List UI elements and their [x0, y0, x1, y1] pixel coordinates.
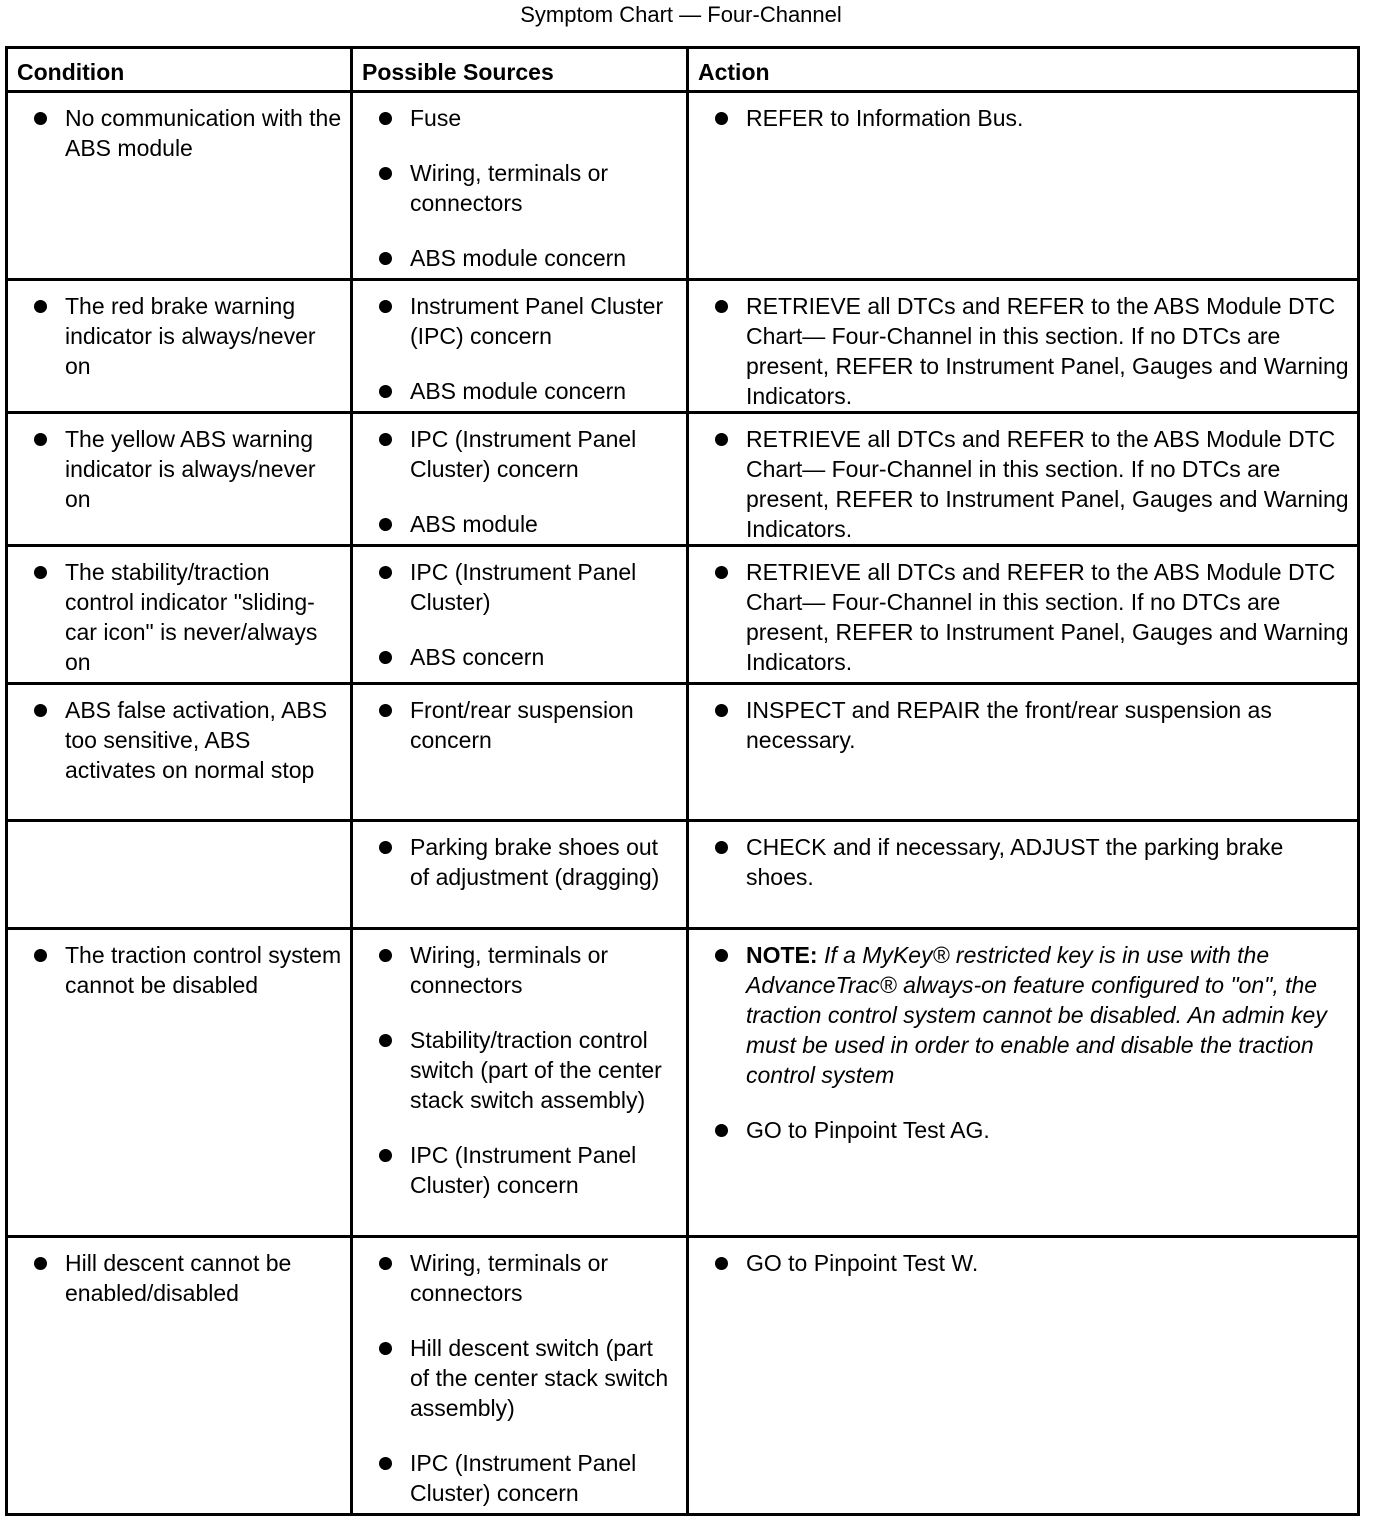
table-row [7, 280, 1359, 413]
sources-cell [352, 280, 688, 413]
sources-cell [352, 821, 688, 929]
action-item: REFER to Information Bus. [689, 103, 1357, 133]
condition-text: ABS false activation, ABS too sensitive, ABS activates on normal stop [8, 695, 350, 785]
action-item: GO to Pinpoint Test W. [689, 1248, 1357, 1278]
source-item: IPC (Instrument Panel Cluster) concern [353, 1140, 686, 1200]
condition-cell [7, 280, 352, 413]
source-item: ABS module [353, 509, 686, 539]
action-item: RETRIEVE all DTCs and REFER to the ABS Module DTC Chart— Four-Channel in this section. If no DTCs are present, REFER to Instrument Panel, Gauges and Warning Indicators. [689, 291, 1357, 411]
header-condition: Condition [7, 48, 352, 92]
source-item: Hill descent switch (part of the center stack switch assembly) [353, 1333, 686, 1423]
source-item: Wiring, terminals or connectors [353, 940, 686, 1000]
condition-text: The stability/traction control indicator "sliding-car icon" is never/always on [8, 557, 350, 677]
action-cell [688, 1237, 1359, 1515]
header-row [7, 48, 1359, 92]
action-cell [688, 929, 1359, 1237]
condition-text: The yellow ABS warning indicator is always/never on [8, 424, 350, 514]
condition-cell [7, 413, 352, 546]
source-item: Front/rear suspension concern [353, 695, 686, 755]
sources-cell [352, 929, 688, 1237]
source-item: Parking brake shoes out of adjustment (dragging) [353, 832, 686, 892]
source-item: Stability/traction control switch (part of the center stack switch assembly) [353, 1025, 686, 1115]
action-item: GO to Pinpoint Test AG. [689, 1115, 1357, 1145]
condition-cell [7, 1237, 352, 1515]
sources-cell [352, 1237, 688, 1515]
source-item: IPC (Instrument Panel Cluster) [353, 557, 686, 617]
table-row [7, 413, 1359, 546]
action-item: RETRIEVE all DTCs and REFER to the ABS Module DTC Chart— Four-Channel in this section. If no DTCs are present, REFER to Instrument Panel, Gauges and Warning Indicators. [689, 557, 1357, 677]
condition-text: Hill descent cannot be enabled/disabled [8, 1248, 350, 1308]
action-item: CHECK and if necessary, ADJUST the parking brake shoes. [689, 832, 1357, 892]
sources-cell [352, 684, 688, 821]
source-item: IPC (Instrument Panel Cluster) concern [353, 424, 686, 484]
source-item: IPC (Instrument Panel Cluster) concern [353, 1448, 686, 1508]
condition-cell [7, 92, 352, 280]
action-cell [688, 92, 1359, 280]
table-row [7, 92, 1359, 280]
table-row [7, 1237, 1359, 1515]
symptom-table [5, 46, 1360, 1516]
sources-cell [352, 413, 688, 546]
source-item: ABS module concern [353, 243, 686, 273]
condition-cell [7, 929, 352, 1237]
source-item: Instrument Panel Cluster (IPC) concern [353, 291, 686, 351]
source-item: ABS module concern [353, 376, 686, 406]
sources-cell [352, 546, 688, 684]
condition-cell [7, 546, 352, 684]
page-title: Symptom Chart — Four-Channel [520, 2, 842, 27]
condition-text: The red brake warning indicator is always/never on [8, 291, 350, 381]
action-cell [688, 684, 1359, 821]
action-cell [688, 821, 1359, 929]
action-cell [688, 280, 1359, 413]
table-row [7, 929, 1359, 1237]
header-action: Action [688, 48, 1359, 92]
header-sources: Possible Sources [352, 48, 688, 92]
table-row [7, 684, 1359, 821]
condition-text: The traction control system cannot be disabled [8, 940, 350, 1000]
condition-cell-empty [7, 821, 352, 929]
action-cell [688, 546, 1359, 684]
note-item [689, 940, 1357, 1090]
source-item: ABS concern [353, 642, 686, 672]
condition-cell [7, 684, 352, 821]
action-item: RETRIEVE all DTCs and REFER to the ABS Module DTC Chart— Four-Channel in this section. If no DTCs are present, REFER to Instrument Panel, Gauges and Warning Indicators. [689, 424, 1357, 544]
table-row [7, 821, 1359, 929]
sources-cell [352, 92, 688, 280]
action-cell [688, 413, 1359, 546]
source-item: Wiring, terminals or connectors [353, 158, 686, 218]
note-text: If a MyKey® restricted key is in use with the AdvanceTrac® always-on feature configured to "on", the traction control system cannot be disabled. An admin key must be used in order to enable and disable the traction control system [746, 942, 1327, 1088]
condition-text: No communication with the ABS module [8, 103, 350, 163]
table-row [7, 546, 1359, 684]
source-item: Fuse [353, 103, 686, 133]
note-label: NOTE: [746, 942, 818, 968]
source-item: Wiring, terminals or connectors [353, 1248, 686, 1308]
action-item: INSPECT and REPAIR the front/rear suspension as necessary. [689, 695, 1357, 755]
